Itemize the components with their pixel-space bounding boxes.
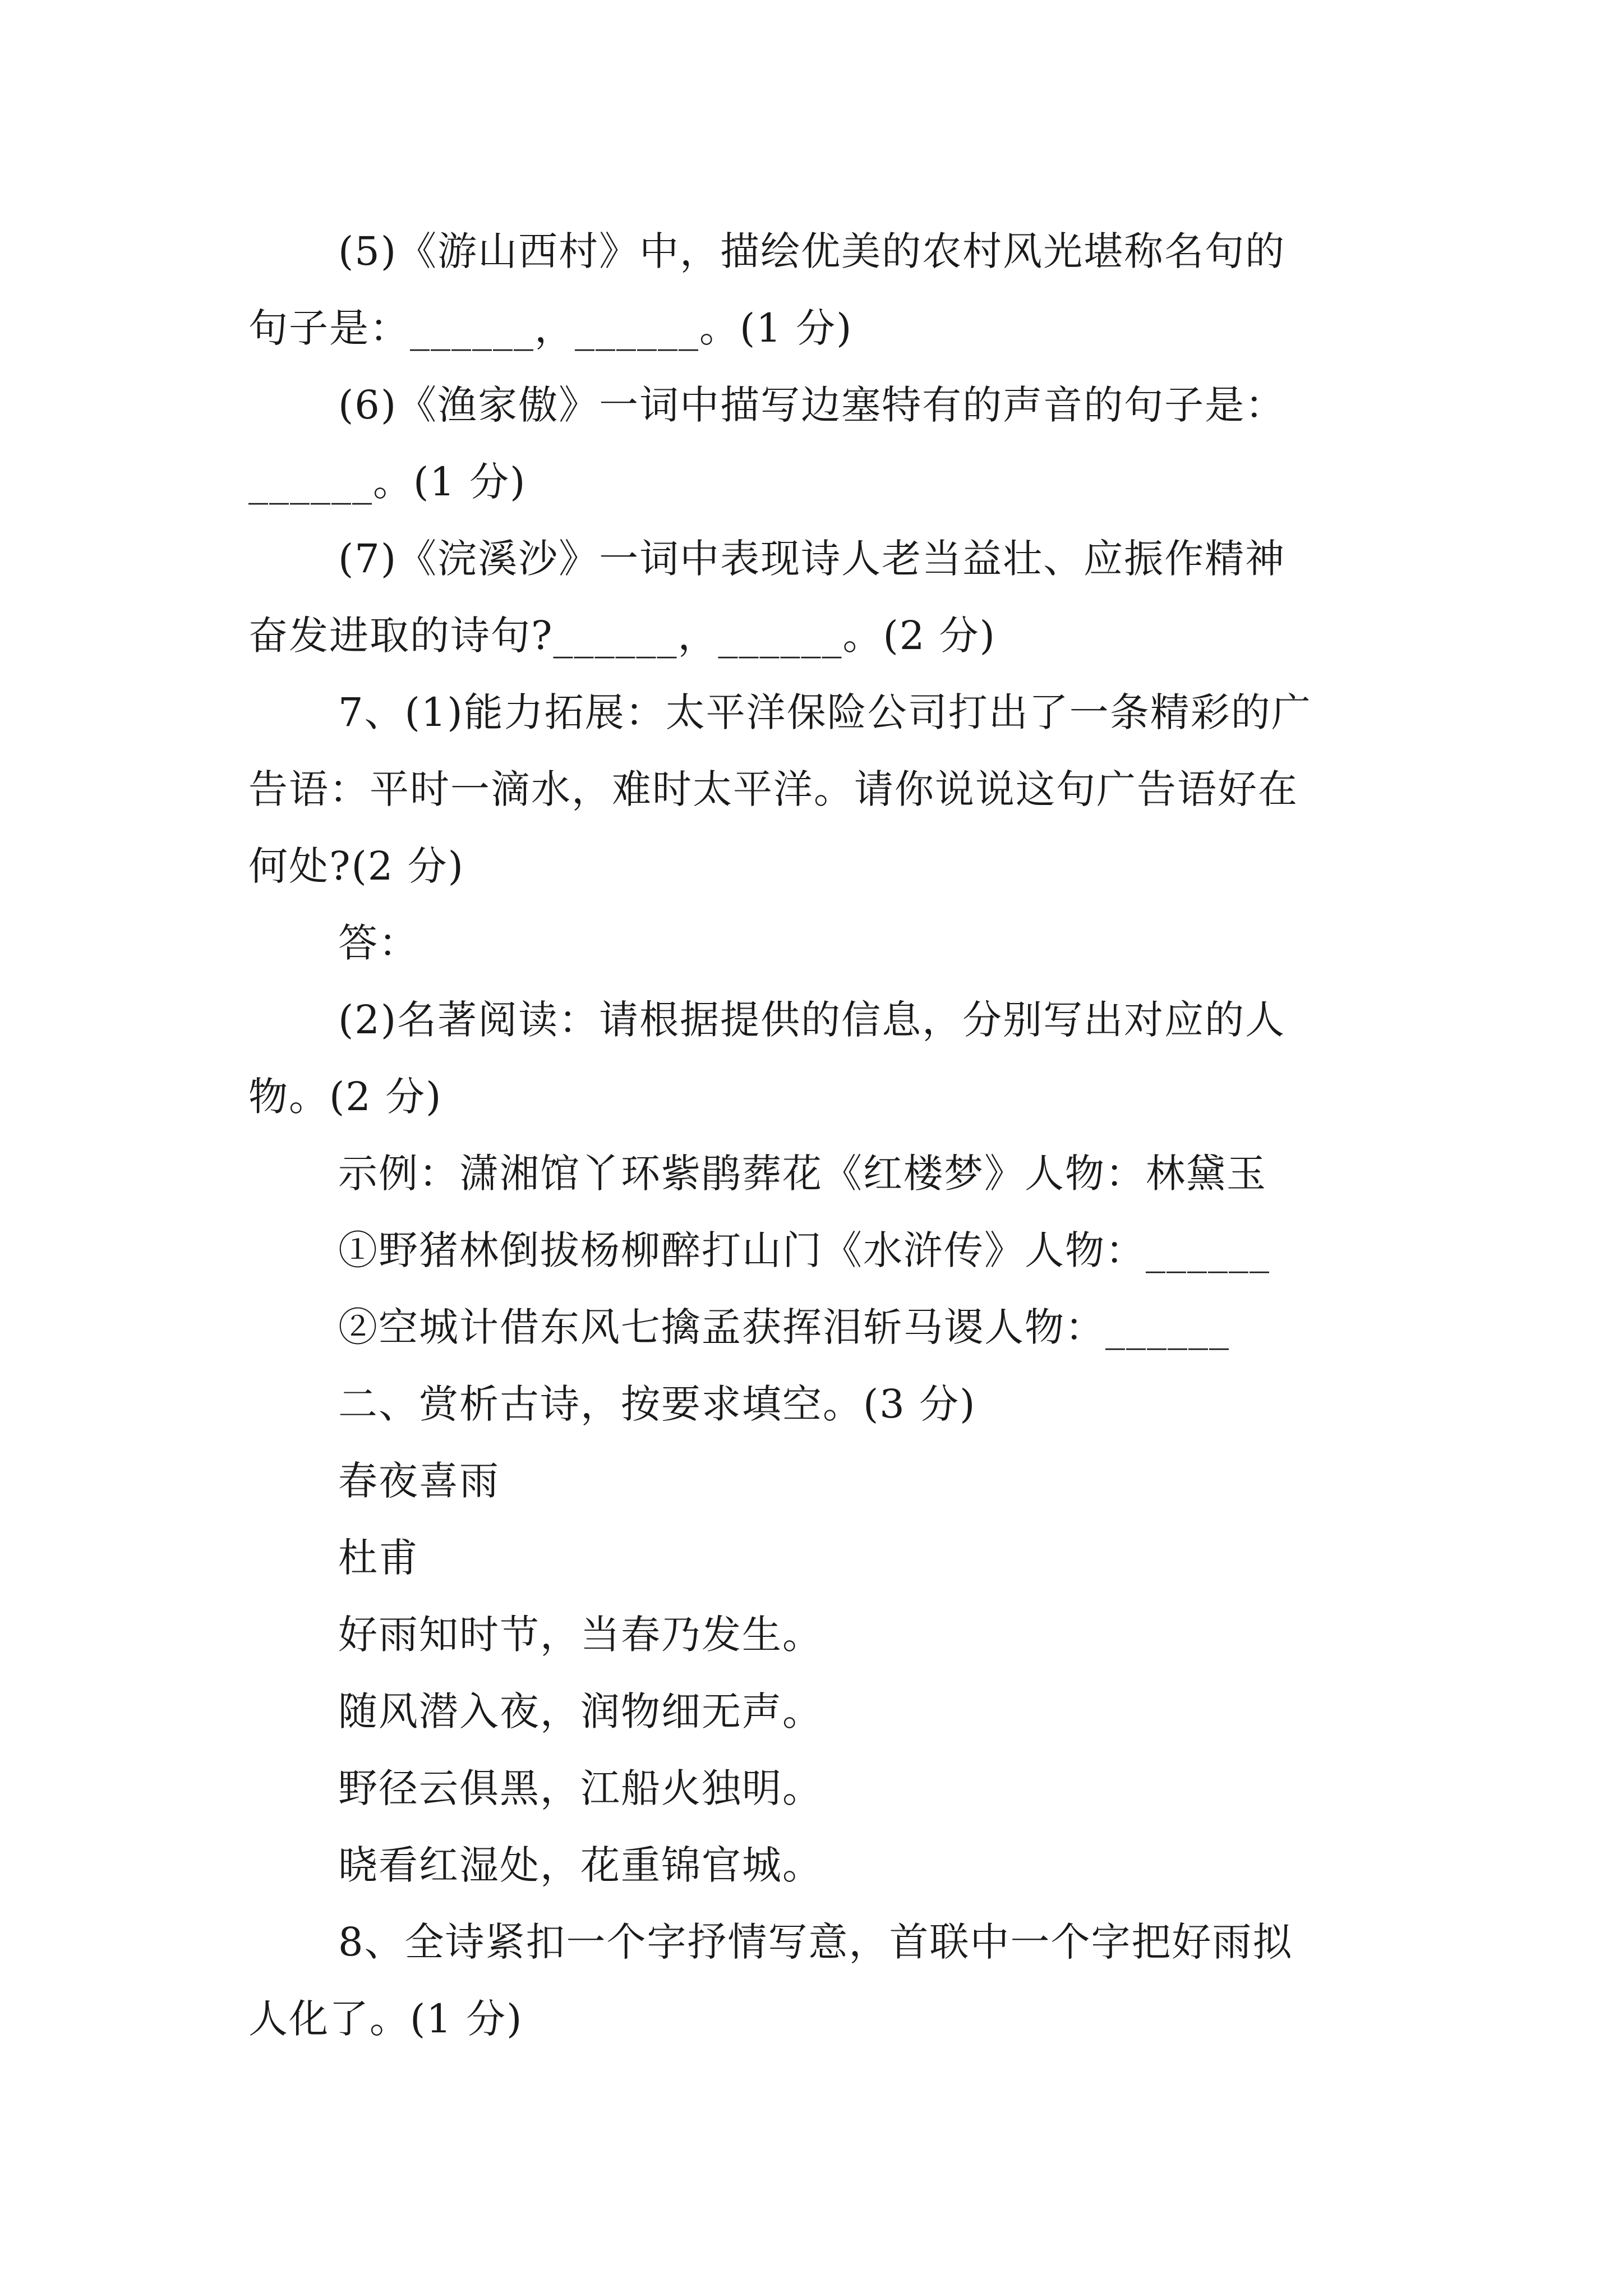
item-7-2-line-2: 物。(2 分) xyxy=(248,1074,442,1120)
poem-line-3: 野径云俱黑，江船火独明。 xyxy=(338,1765,823,1811)
section-2-heading: 二、赏析古诗，按要求填空。(3 分) xyxy=(338,1381,976,1427)
item-7-2-line-1: (2)名著阅读：请根据提供的信息，分别写出对应的人 xyxy=(338,997,1286,1043)
poem-title: 春夜喜雨 xyxy=(338,1458,500,1504)
question-5-line-1: (5)《游山西村》中，描绘优美的农村风光堪称名句的 xyxy=(338,228,1286,274)
poem-line-2: 随风潜入夜，润物细无声。 xyxy=(338,1688,823,1734)
document-body xyxy=(248,213,1376,2058)
example-line: 示例：潇湘馆丫环紫鹃葬花《红楼梦》人物：林黛玉 xyxy=(338,1151,1267,1197)
poem-line-1: 好雨知时节，当春乃发生。 xyxy=(338,1612,823,1658)
question-6-line-1: (6)《渔家傲》一词中描写边塞特有的声音的句子是： xyxy=(338,382,1286,428)
item-7-1-line-3: 何处?(2 分) xyxy=(248,843,464,889)
question-7-line-1: (7)《浣溪沙》一词中表现诗人老当益壮、应振作精神 xyxy=(338,536,1286,582)
item-7-1-line-2: 告语：平时一滴水，难时太平洋。请你说说这句广告语好在 xyxy=(248,766,1298,812)
item-8-line-1: 8、全诗紧扣一个字抒情写意，首联中一个字把好雨拟 xyxy=(338,1919,1293,1965)
question-5-line-2: 句子是：______，______。(1 分) xyxy=(248,305,853,351)
poem-author: 杜甫 xyxy=(338,1535,419,1581)
item-7-1-line-1: 7、(1)能力拓展：太平洋保险公司打出了一条精彩的广 xyxy=(338,689,1312,735)
sub-item-1: ①野猪林倒拔杨柳醉打山门《水浒传》人物：______ xyxy=(338,1227,1270,1273)
answer-label: 答： xyxy=(338,920,419,966)
sub-item-2: ②空城计借东风七擒孟获挥泪斩马谡人物：______ xyxy=(338,1304,1230,1350)
question-7-line-2: 奋发进取的诗句?______，______。(2 分) xyxy=(248,613,996,659)
poem-line-4: 晓看红湿处，花重锦官城。 xyxy=(338,1842,823,1888)
question-6-line-2: ______。(1 分) xyxy=(248,459,527,505)
item-8-line-2: 人化了。(1 分) xyxy=(248,1996,523,2042)
